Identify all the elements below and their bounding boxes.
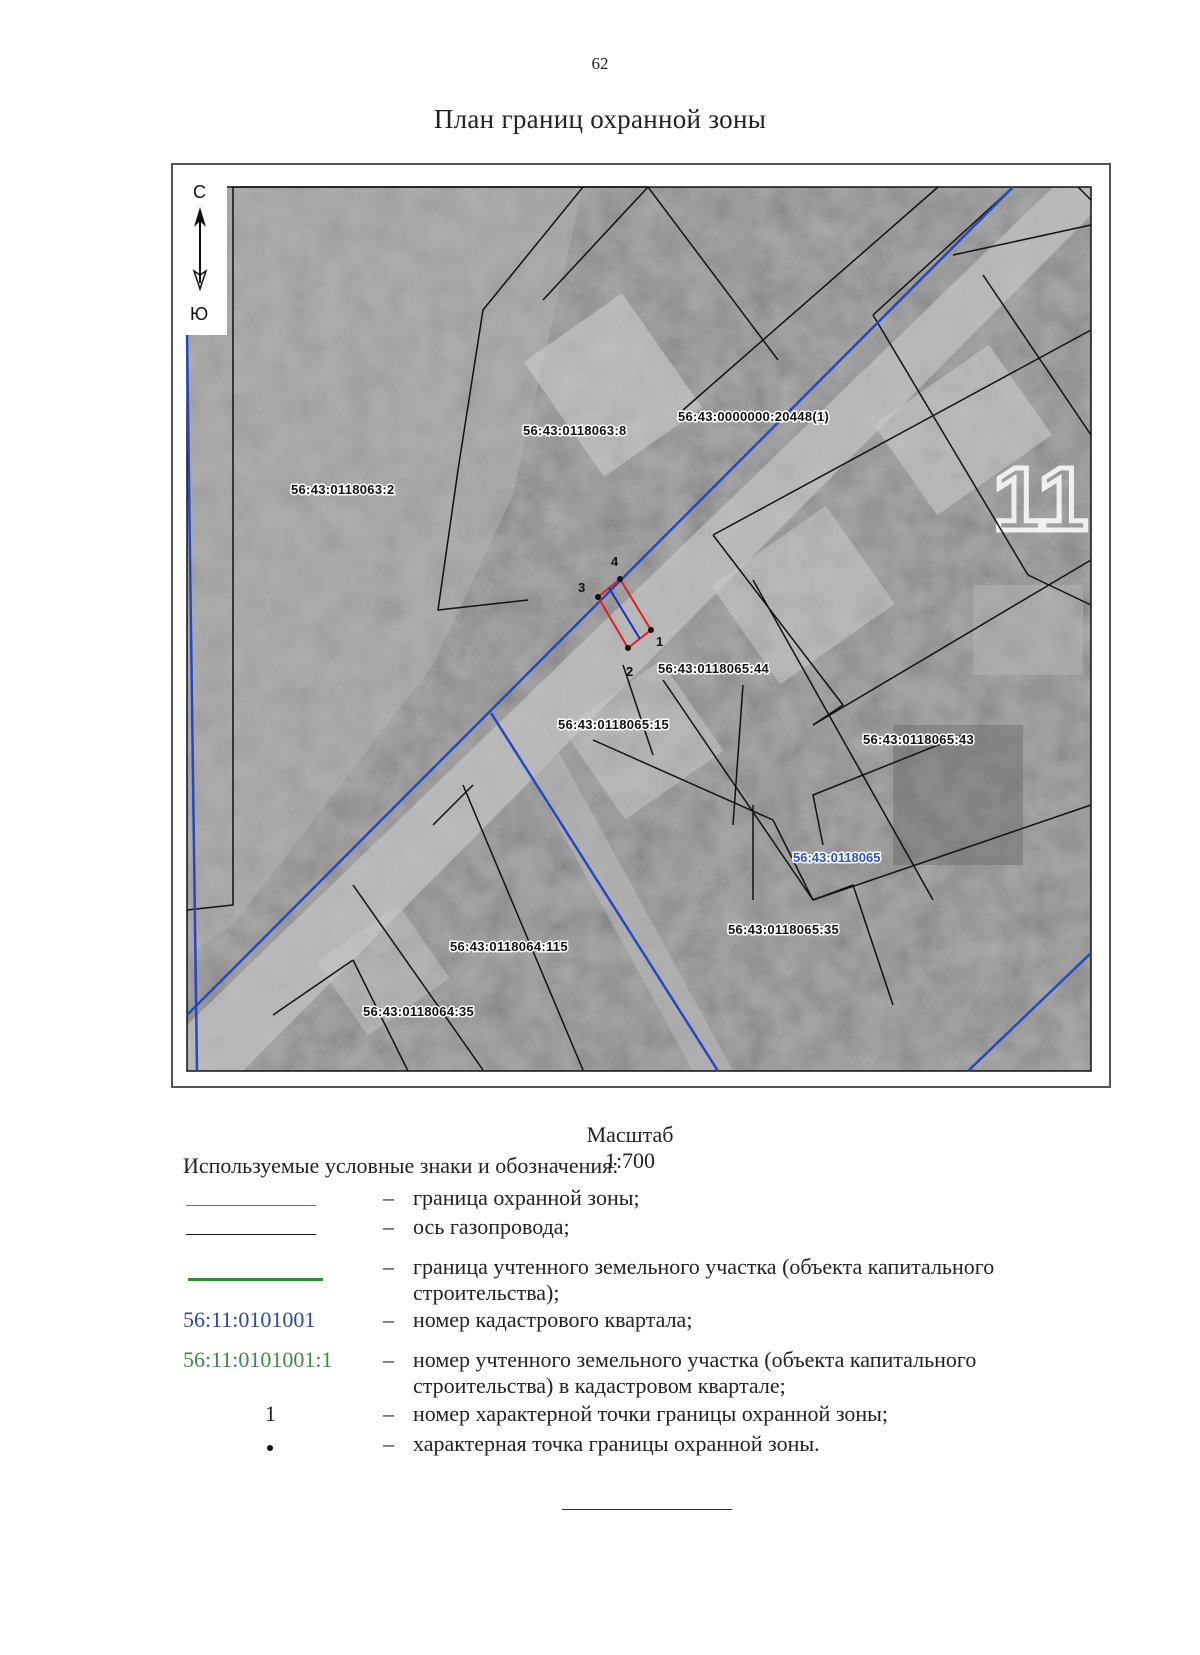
legend-dash: –: [383, 1307, 394, 1332]
page-title: План границ охранной зоны: [433, 104, 767, 134]
parcel-label: 56:43:0118063:8: [523, 423, 627, 438]
parcel-label: 56:43:0118065:35: [728, 922, 840, 937]
point-number-1: 1: [656, 634, 664, 649]
parcel-label: 56:43:0118064:115: [450, 939, 568, 954]
legend-text: граница охранной зоны;: [413, 1185, 640, 1210]
legend-text: граница учтенного земельного участка (объекта капитального строительства);: [413, 1254, 995, 1305]
legend-item-parcel-boundary: [183, 1254, 1083, 1306]
parcel-label: 56:43:0118065:44: [658, 661, 770, 676]
parcel-label: 56:43:0000000:20448(1): [678, 409, 830, 424]
parcel-label: 56:43:0118065:15: [558, 717, 670, 732]
compass-south: Ю: [190, 304, 209, 324]
compass-north: С: [193, 182, 206, 202]
legend-symbol-black-line: [186, 1234, 316, 1235]
north-arrow-icon: [173, 165, 227, 335]
svg-text:11: 11: [993, 450, 1089, 550]
legend-text: ось газопровода;: [413, 1214, 570, 1239]
legend-text: номер характерной точки границы охранной зоны;: [413, 1401, 889, 1426]
map-frame: [171, 163, 1111, 1088]
legend-symbol-green-line: [188, 1278, 323, 1281]
point-number-2: 2: [626, 664, 634, 679]
legend-item-parcel-number: [183, 1347, 1083, 1399]
legend-text: номер учтенного земельного участка (объекта капитального строительства) в кадастровом квартале;: [413, 1347, 977, 1398]
point-number-3: 3: [578, 580, 586, 595]
legend-item-pipeline-axis: [183, 1214, 1083, 1240]
point-number-4: 4: [611, 554, 619, 569]
legend-text: характерная точка границы охранной зоны.: [413, 1431, 820, 1456]
legend-dash: –: [383, 1401, 394, 1426]
legend-dash: –: [383, 1254, 394, 1279]
legend-text: номер кадастрового квартала;: [413, 1307, 693, 1332]
parcel-label: 56:43:0118064:35: [363, 1004, 475, 1019]
scale-label: Масштаб 1:700: [586, 1122, 674, 1173]
legend-symbol-point-number: 1: [265, 1401, 276, 1426]
legend-item-quarter-number: [183, 1307, 1083, 1333]
legend-item-point-number: [183, 1401, 1083, 1427]
legend-dash: –: [383, 1185, 394, 1210]
legend-title: Используемые условные знаки и обозначения:: [183, 1153, 619, 1178]
parcel-label: 56:43:0118065:43: [863, 732, 975, 747]
parcel-label: 56:43:0118063:2: [291, 482, 395, 497]
legend-item-zone-boundary: [183, 1185, 1083, 1211]
legend-dash: –: [383, 1347, 394, 1372]
legend-dash: –: [383, 1431, 394, 1456]
legend-symbol-dot-icon: [267, 1445, 273, 1451]
map-canvas: [173, 165, 1109, 1086]
page-number: 62: [591, 54, 609, 73]
end-rule: [562, 1509, 732, 1510]
aerial-image: [187, 187, 1091, 1071]
legend-symbol-quarter-number: 56:11:0101001: [183, 1307, 316, 1332]
legend-symbol-parcel-number: 56:11:0101001:1: [183, 1347, 333, 1372]
legend-item-point: [183, 1431, 1083, 1457]
cadastral-quarter-label: 56:43:0118065: [793, 850, 881, 865]
legend-dash: –: [383, 1214, 394, 1239]
legend-symbol-red-line: [186, 1205, 316, 1206]
